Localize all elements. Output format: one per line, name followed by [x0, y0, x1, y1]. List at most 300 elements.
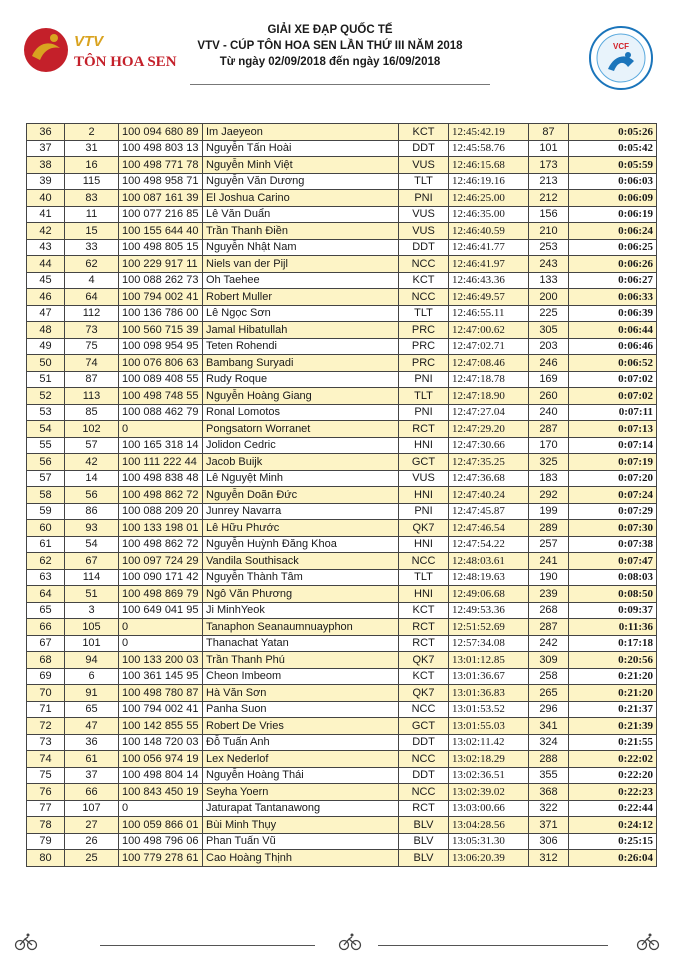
rider-name-cell: Tanaphon Seanaumnuayphon — [203, 619, 399, 636]
rider-name-cell: Thanachat Yatan — [203, 635, 399, 652]
points-cell: 243 — [529, 256, 569, 273]
cyclist-icon — [338, 933, 362, 951]
rider-name-cell: Jacob Buijk — [203, 454, 399, 471]
bib-cell: 47 — [65, 718, 119, 735]
time-gap-cell: 0:21:20 — [569, 668, 657, 685]
rank-cell: 37 — [27, 140, 65, 157]
time-gap-cell: 0:07:11 — [569, 404, 657, 421]
rank-cell: 36 — [27, 124, 65, 141]
points-cell: 239 — [529, 586, 569, 603]
team-code-cell: TLT — [399, 388, 449, 405]
points-cell: 355 — [529, 767, 569, 784]
table-row — [27, 140, 657, 157]
uci-id-cell: 100 165 318 14 — [119, 437, 203, 454]
uci-id-cell: 100 794 002 41 — [119, 701, 203, 718]
time-gap-cell: 0:22:23 — [569, 784, 657, 801]
total-time-cell: 13:02:36.51 — [449, 767, 529, 784]
points-cell: 213 — [529, 173, 569, 190]
total-time-cell: 12:47:02.71 — [449, 338, 529, 355]
rider-name-cell: Rudy Roque — [203, 371, 399, 388]
total-time-cell: 12:46:35.00 — [449, 206, 529, 223]
uci-id-cell: 100 498 780 87 — [119, 685, 203, 702]
uci-id-cell: 0 — [119, 421, 203, 438]
title-block — [190, 22, 470, 70]
bib-cell: 101 — [65, 635, 119, 652]
team-code-cell: NCC — [399, 289, 449, 306]
rank-cell: 70 — [27, 685, 65, 702]
rank-cell: 77 — [27, 800, 65, 817]
rider-name-cell: Teten Rohendi — [203, 338, 399, 355]
points-cell: 199 — [529, 503, 569, 520]
time-gap-cell: 0:21:39 — [569, 718, 657, 735]
time-gap-cell: 0:22:02 — [569, 751, 657, 768]
table-row — [27, 668, 657, 685]
time-gap-cell: 0:21:37 — [569, 701, 657, 718]
time-gap-cell: 0:07:02 — [569, 371, 657, 388]
team-code-cell: DDT — [399, 734, 449, 751]
points-cell: 173 — [529, 157, 569, 174]
points-cell: 253 — [529, 239, 569, 256]
rider-name-cell: Bambang Suryadi — [203, 355, 399, 372]
team-code-cell: KCT — [399, 602, 449, 619]
total-time-cell: 12:47:18.78 — [449, 371, 529, 388]
points-cell: 289 — [529, 520, 569, 537]
table-row — [27, 800, 657, 817]
bib-cell: 4 — [65, 272, 119, 289]
rider-name-cell: Im Jaeyeon — [203, 124, 399, 141]
uci-id-cell: 100 111 222 44 — [119, 454, 203, 471]
bib-cell: 54 — [65, 536, 119, 553]
results-body — [27, 124, 657, 867]
uci-id-cell: 100 498 838 48 — [119, 470, 203, 487]
rank-cell: 48 — [27, 322, 65, 339]
bib-cell: 107 — [65, 800, 119, 817]
rank-cell: 52 — [27, 388, 65, 405]
time-gap-cell: 0:21:55 — [569, 734, 657, 751]
total-time-cell: 13:06:20.39 — [449, 850, 529, 867]
total-time-cell: 13:04:28.56 — [449, 817, 529, 834]
bib-cell: 57 — [65, 437, 119, 454]
bib-cell: 87 — [65, 371, 119, 388]
team-code-cell: VUS — [399, 157, 449, 174]
bib-cell: 62 — [65, 256, 119, 273]
total-time-cell: 12:47:08.46 — [449, 355, 529, 372]
total-time-cell: 13:01:12.85 — [449, 652, 529, 669]
uci-id-cell: 100 560 715 39 — [119, 322, 203, 339]
table-row — [27, 157, 657, 174]
rider-name-cell: El Joshua Carino — [203, 190, 399, 207]
total-time-cell: 13:02:11.42 — [449, 734, 529, 751]
table-row — [27, 289, 657, 306]
brand-logo-text: TÔN HOA SEN — [74, 54, 177, 70]
header-divider — [190, 84, 490, 85]
total-time-cell: 13:03:00.66 — [449, 800, 529, 817]
team-code-cell: DDT — [399, 239, 449, 256]
team-code-cell: KCT — [399, 124, 449, 141]
points-cell: 322 — [529, 800, 569, 817]
team-code-cell: BLV — [399, 833, 449, 850]
time-gap-cell: 0:08:03 — [569, 569, 657, 586]
rider-name-cell: Nguyễn Hoàng Giang — [203, 388, 399, 405]
table-row — [27, 652, 657, 669]
rank-cell: 58 — [27, 487, 65, 504]
rider-name-cell: Panha Suon — [203, 701, 399, 718]
rank-cell: 68 — [27, 652, 65, 669]
total-time-cell: 12:45:58.76 — [449, 140, 529, 157]
time-gap-cell: 0:06:19 — [569, 206, 657, 223]
points-cell: 170 — [529, 437, 569, 454]
uci-id-cell: 100 498 862 72 — [119, 536, 203, 553]
team-code-cell: TLT — [399, 173, 449, 190]
team-code-cell: PNI — [399, 503, 449, 520]
rank-cell: 73 — [27, 734, 65, 751]
uci-id-cell: 100 076 806 63 — [119, 355, 203, 372]
team-code-cell: TLT — [399, 569, 449, 586]
rank-cell: 49 — [27, 338, 65, 355]
bib-cell: 102 — [65, 421, 119, 438]
time-gap-cell: 0:07:29 — [569, 503, 657, 520]
points-cell: 325 — [529, 454, 569, 471]
uci-id-cell: 100 133 198 01 — [119, 520, 203, 537]
uci-id-cell: 100 843 450 19 — [119, 784, 203, 801]
rider-name-cell: Nguyễn Văn Dương — [203, 173, 399, 190]
table-row — [27, 190, 657, 207]
rider-name-cell: Cao Hoàng Thịnh — [203, 850, 399, 867]
uci-id-cell: 100 098 954 95 — [119, 338, 203, 355]
total-time-cell: 12:57:34.08 — [449, 635, 529, 652]
points-cell: 212 — [529, 190, 569, 207]
points-cell: 242 — [529, 635, 569, 652]
ton-hoa-sen-logo — [20, 20, 190, 80]
rank-cell: 55 — [27, 437, 65, 454]
team-code-cell: TLT — [399, 305, 449, 322]
rank-cell: 62 — [27, 553, 65, 570]
rank-cell: 53 — [27, 404, 65, 421]
uci-id-cell: 100 059 866 01 — [119, 817, 203, 834]
rank-cell: 41 — [27, 206, 65, 223]
uci-id-cell: 100 498 748 55 — [119, 388, 203, 405]
time-gap-cell: 0:20:56 — [569, 652, 657, 669]
bib-cell: 36 — [65, 734, 119, 751]
team-code-cell: RCT — [399, 421, 449, 438]
uci-id-cell: 100 077 216 85 — [119, 206, 203, 223]
time-gap-cell: 0:06:27 — [569, 272, 657, 289]
points-cell: 287 — [529, 619, 569, 636]
table-row — [27, 173, 657, 190]
points-cell: 169 — [529, 371, 569, 388]
bib-cell: 3 — [65, 602, 119, 619]
rider-name-cell: Ji MinhYeok — [203, 602, 399, 619]
time-gap-cell: 0:05:59 — [569, 157, 657, 174]
points-cell: 183 — [529, 470, 569, 487]
total-time-cell: 12:47:54.22 — [449, 536, 529, 553]
points-cell: 368 — [529, 784, 569, 801]
rank-cell: 67 — [27, 635, 65, 652]
rank-cell: 65 — [27, 602, 65, 619]
team-code-cell: NCC — [399, 701, 449, 718]
rider-name-cell: Robert Muller — [203, 289, 399, 306]
table-row — [27, 404, 657, 421]
team-code-cell: PNI — [399, 190, 449, 207]
rider-name-cell: Lê Văn Duẩn — [203, 206, 399, 223]
rank-cell: 43 — [27, 239, 65, 256]
team-code-cell: GCT — [399, 718, 449, 735]
bib-cell: 64 — [65, 289, 119, 306]
rider-name-cell: Ronal Lomotos — [203, 404, 399, 421]
points-cell: 309 — [529, 652, 569, 669]
time-gap-cell: 0:06:09 — [569, 190, 657, 207]
team-code-cell: PRC — [399, 338, 449, 355]
points-cell: 246 — [529, 355, 569, 372]
rank-cell: 45 — [27, 272, 65, 289]
rank-cell: 40 — [27, 190, 65, 207]
total-time-cell: 12:48:19.63 — [449, 569, 529, 586]
team-code-cell: GCT — [399, 454, 449, 471]
table-row — [27, 850, 657, 867]
total-time-cell: 12:47:27.04 — [449, 404, 529, 421]
points-cell: 324 — [529, 734, 569, 751]
time-gap-cell: 0:06:44 — [569, 322, 657, 339]
time-gap-cell: 0:07:19 — [569, 454, 657, 471]
uci-id-cell: 100 089 408 55 — [119, 371, 203, 388]
time-gap-cell: 0:06:24 — [569, 223, 657, 240]
rider-name-cell: Robert De Vries — [203, 718, 399, 735]
rank-cell: 56 — [27, 454, 65, 471]
bib-cell: 94 — [65, 652, 119, 669]
time-gap-cell: 0:17:18 — [569, 635, 657, 652]
uci-id-cell: 100 498 958 71 — [119, 173, 203, 190]
bib-cell: 15 — [65, 223, 119, 240]
rider-name-cell: Vandila Southisack — [203, 553, 399, 570]
team-code-cell: PNI — [399, 404, 449, 421]
table-row — [27, 553, 657, 570]
points-cell: 203 — [529, 338, 569, 355]
bib-cell: 112 — [65, 305, 119, 322]
table-row — [27, 751, 657, 768]
rank-cell: 69 — [27, 668, 65, 685]
rank-cell: 76 — [27, 784, 65, 801]
total-time-cell: 12:47:29.20 — [449, 421, 529, 438]
points-cell: 306 — [529, 833, 569, 850]
rider-name-cell: Phan Tuấn Vũ — [203, 833, 399, 850]
rank-cell: 59 — [27, 503, 65, 520]
points-cell: 312 — [529, 850, 569, 867]
bib-cell: 115 — [65, 173, 119, 190]
table-row — [27, 586, 657, 603]
rank-cell: 61 — [27, 536, 65, 553]
bib-cell: 93 — [65, 520, 119, 537]
bib-cell: 91 — [65, 685, 119, 702]
team-code-cell: QK7 — [399, 685, 449, 702]
rider-name-cell: Bùi Minh Thụy — [203, 817, 399, 834]
table-row — [27, 833, 657, 850]
table-row — [27, 256, 657, 273]
points-cell: 287 — [529, 421, 569, 438]
time-gap-cell: 0:21:20 — [569, 685, 657, 702]
points-cell: 288 — [529, 751, 569, 768]
time-gap-cell: 0:24:12 — [569, 817, 657, 834]
total-time-cell: 13:05:31.30 — [449, 833, 529, 850]
total-time-cell: 12:46:55.11 — [449, 305, 529, 322]
table-row — [27, 454, 657, 471]
time-gap-cell: 0:06:39 — [569, 305, 657, 322]
team-code-cell: BLV — [399, 850, 449, 867]
bib-cell: 27 — [65, 817, 119, 834]
uci-id-cell: 100 094 680 89 — [119, 124, 203, 141]
bib-cell: 65 — [65, 701, 119, 718]
rank-cell: 63 — [27, 569, 65, 586]
points-cell: 265 — [529, 685, 569, 702]
total-time-cell: 12:46:41.77 — [449, 239, 529, 256]
points-cell: 101 — [529, 140, 569, 157]
rank-cell: 80 — [27, 850, 65, 867]
rider-name-cell: Nguyễn Thành Tâm — [203, 569, 399, 586]
rank-cell: 39 — [27, 173, 65, 190]
time-gap-cell: 0:07:13 — [569, 421, 657, 438]
bib-cell: 67 — [65, 553, 119, 570]
bib-cell: 74 — [65, 355, 119, 372]
uci-id-cell: 100 088 262 73 — [119, 272, 203, 289]
rider-name-cell: Nguyễn Huỳnh Đăng Khoa — [203, 536, 399, 553]
points-cell: 133 — [529, 272, 569, 289]
rider-name-cell: Oh Taehee — [203, 272, 399, 289]
points-cell: 341 — [529, 718, 569, 735]
uci-id-cell: 100 649 041 95 — [119, 602, 203, 619]
team-code-cell: QK7 — [399, 652, 449, 669]
rank-cell: 50 — [27, 355, 65, 372]
rank-cell: 66 — [27, 619, 65, 636]
rank-cell: 57 — [27, 470, 65, 487]
rider-name-cell: Jaturapat Tantanawong — [203, 800, 399, 817]
table-row — [27, 701, 657, 718]
bib-cell: 51 — [65, 586, 119, 603]
bib-cell: 33 — [65, 239, 119, 256]
total-time-cell: 12:49:53.36 — [449, 602, 529, 619]
rider-name-cell: Junrey Navarra — [203, 503, 399, 520]
team-code-cell: HNI — [399, 586, 449, 603]
time-gap-cell: 0:06:33 — [569, 289, 657, 306]
rider-name-cell: Cheon Imbeom — [203, 668, 399, 685]
bib-cell: 56 — [65, 487, 119, 504]
total-time-cell: 12:46:19.16 — [449, 173, 529, 190]
rider-name-cell: Ngô Văn Phương — [203, 586, 399, 603]
time-gap-cell: 0:06:52 — [569, 355, 657, 372]
uci-id-cell: 0 — [119, 635, 203, 652]
total-time-cell: 12:47:18.90 — [449, 388, 529, 405]
points-cell: 200 — [529, 289, 569, 306]
table-row — [27, 734, 657, 751]
time-gap-cell: 0:07:02 — [569, 388, 657, 405]
bib-cell: 75 — [65, 338, 119, 355]
team-code-cell: DDT — [399, 140, 449, 157]
rank-cell: 74 — [27, 751, 65, 768]
points-cell: 268 — [529, 602, 569, 619]
points-cell: 156 — [529, 206, 569, 223]
rank-cell: 75 — [27, 767, 65, 784]
team-code-cell: VUS — [399, 223, 449, 240]
time-gap-cell: 0:05:42 — [569, 140, 657, 157]
team-code-cell: RCT — [399, 800, 449, 817]
table-row — [27, 718, 657, 735]
uci-id-cell: 100 088 462 79 — [119, 404, 203, 421]
table-row — [27, 503, 657, 520]
time-gap-cell: 0:07:20 — [569, 470, 657, 487]
bib-cell: 61 — [65, 751, 119, 768]
uci-id-cell: 100 361 145 95 — [119, 668, 203, 685]
vtv-logo-text: VTV — [74, 33, 104, 50]
points-cell: 260 — [529, 388, 569, 405]
rider-name-cell: Nguyễn Doãn Đức — [203, 487, 399, 504]
uci-id-cell: 0 — [119, 619, 203, 636]
rank-cell: 79 — [27, 833, 65, 850]
total-time-cell: 13:01:55.03 — [449, 718, 529, 735]
total-time-cell: 12:47:35.25 — [449, 454, 529, 471]
team-code-cell: PNI — [399, 371, 449, 388]
footer-divider-left — [100, 945, 315, 946]
bib-cell: 37 — [65, 767, 119, 784]
bib-cell: 6 — [65, 668, 119, 685]
title-line-2: VTV - CÚP TÔN HOA SEN LẦN THỨ III NĂM 2018 — [197, 40, 463, 52]
uci-id-cell: 100 794 002 41 — [119, 289, 203, 306]
total-time-cell: 12:46:43.36 — [449, 272, 529, 289]
uci-id-cell: 100 088 209 20 — [119, 503, 203, 520]
time-gap-cell: 0:06:03 — [569, 173, 657, 190]
rank-cell: 46 — [27, 289, 65, 306]
total-time-cell: 12:46:15.68 — [449, 157, 529, 174]
points-cell: 305 — [529, 322, 569, 339]
team-code-cell: RCT — [399, 635, 449, 652]
rank-cell: 42 — [27, 223, 65, 240]
uci-id-cell: 100 097 724 29 — [119, 553, 203, 570]
table-row — [27, 635, 657, 652]
team-code-cell: NCC — [399, 553, 449, 570]
total-time-cell: 12:47:00.62 — [449, 322, 529, 339]
time-gap-cell: 0:06:46 — [569, 338, 657, 355]
total-time-cell: 12:49:06.68 — [449, 586, 529, 603]
rank-cell: 51 — [27, 371, 65, 388]
table-row — [27, 817, 657, 834]
bib-cell: 31 — [65, 140, 119, 157]
bib-cell: 86 — [65, 503, 119, 520]
total-time-cell: 12:46:40.59 — [449, 223, 529, 240]
time-gap-cell: 0:07:30 — [569, 520, 657, 537]
bib-cell: 73 — [65, 322, 119, 339]
rider-name-cell: Trần Thanh Điền — [203, 223, 399, 240]
rank-cell: 38 — [27, 157, 65, 174]
points-cell: 240 — [529, 404, 569, 421]
team-code-cell: HNI — [399, 487, 449, 504]
rank-cell: 47 — [27, 305, 65, 322]
title-line-1: GIẢI XE ĐẠP QUỐC TẾ — [267, 24, 393, 36]
table-row — [27, 619, 657, 636]
time-gap-cell: 0:26:04 — [569, 850, 657, 867]
table-row — [27, 685, 657, 702]
time-gap-cell: 0:22:44 — [569, 800, 657, 817]
page-header — [0, 0, 679, 95]
total-time-cell: 13:01:36.83 — [449, 685, 529, 702]
uci-id-cell: 100 136 786 00 — [119, 305, 203, 322]
team-code-cell: KCT — [399, 668, 449, 685]
table-row — [27, 388, 657, 405]
team-code-cell: DDT — [399, 767, 449, 784]
uci-id-cell: 100 087 161 39 — [119, 190, 203, 207]
table-row — [27, 520, 657, 537]
title-line-3: Từ ngày 02/09/2018 đến ngày 16/09/2018 — [219, 56, 441, 68]
rank-cell: 64 — [27, 586, 65, 603]
total-time-cell: 12:47:45.87 — [449, 503, 529, 520]
team-code-cell: KCT — [399, 272, 449, 289]
total-time-cell: 12:51:52.69 — [449, 619, 529, 636]
